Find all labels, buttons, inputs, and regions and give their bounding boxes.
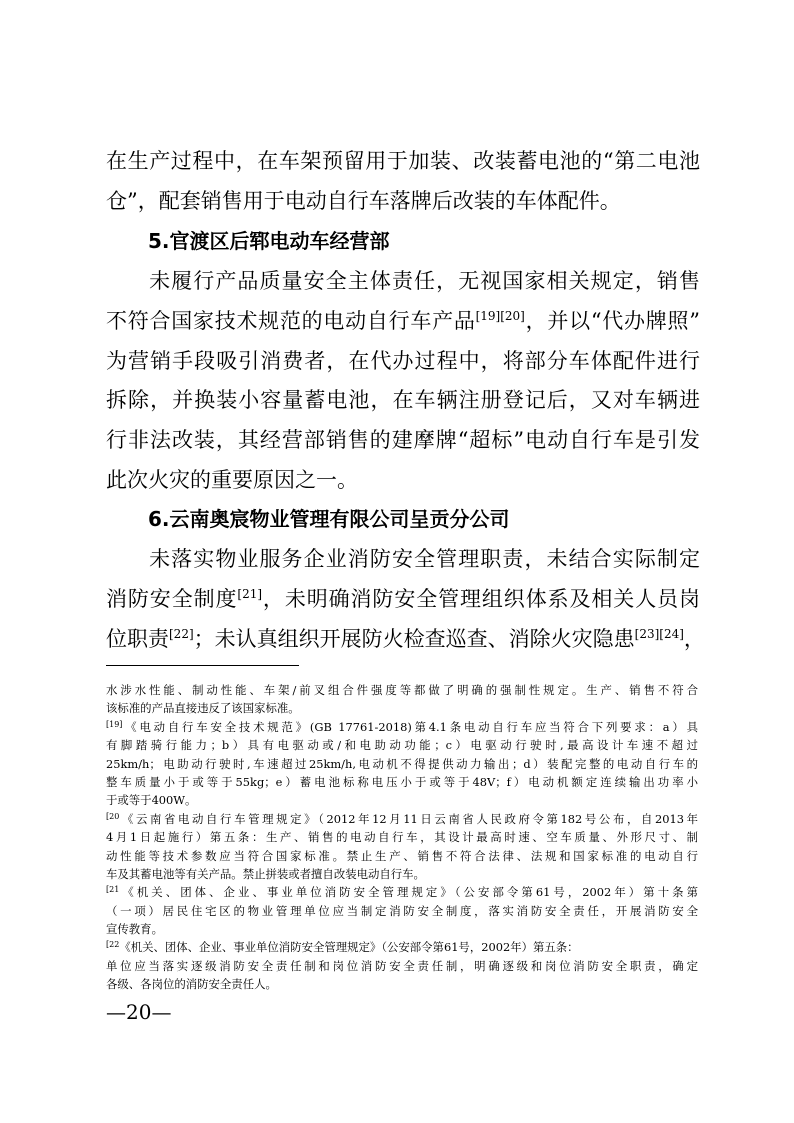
- footnote-text: 《云南省电动自行车管理规定》（2012年12月11日云南省人民政府令第182号公布，自2013年: [119, 811, 698, 826]
- footnote-text: 《电动自行车安全技术规范》(GB 17761-2018)第4.1条电动自行车应当符合下列要求：a）具: [122, 719, 698, 734]
- body-text: 位职责: [106, 626, 169, 651]
- body-line: [106, 580, 700, 620]
- footnote-21: [106, 883, 698, 901]
- footnote-line: 有脚踏骑行能力；b）具有电驱动或/和电助动功能；c）电驱动行驶时,最高设计车速不超过: [106, 738, 698, 753]
- footnote-marker: [22: [106, 940, 120, 950]
- footnote-line: 动性能等技术参数应当符合国家标准。禁止生产、销售不符合法律、法规和国家标准的电动自行: [106, 848, 698, 863]
- body-line: 仓”，配套销售用于电动自行车落牌后改装的车体配件。: [106, 188, 621, 213]
- footnotes: [106, 681, 698, 994]
- footnote-20: [106, 810, 698, 828]
- body-line: [106, 540, 700, 580]
- footnote-line: 4月1日起施行）第五条：生产、销售的电动自行车，其设计最高时速、空车质量、外形尺寸、制: [106, 830, 698, 845]
- body-text: ，: [683, 626, 705, 651]
- body-text: ，并以“代办牌照”: [524, 308, 700, 333]
- footnote-line: 整车质量小于或等于55kg；e）蓄电池标称电压小于或等于48V；f）电动机额定连续输出功率小: [106, 774, 698, 789]
- footnote-line: 单位应当落实逐级消防安全责任制和岗位消防安全责任制，明确逐级和岗位消防安全职责，确定: [106, 958, 698, 973]
- citation-ref: [23][24]: [634, 626, 684, 641]
- body-line: [106, 302, 700, 342]
- footnote-text: 《机关、团体、企业、事业单位消防安全管理规定》（公安部令第61号，2002年）第五条：: [119, 940, 579, 955]
- body-line: [106, 262, 700, 302]
- footnote-line: 水涉水性能、制动性能、车架/前叉组合件强度等都做了明确的强制性规定。生产、销售不符合: [106, 683, 698, 697]
- footnote-line: 于或等于400W。: [106, 793, 197, 808]
- body-text: ；未认真组织开展防火检查巡查、消除火灾隐患: [193, 626, 635, 651]
- footnote-line: 各级、各岗位的消防安全责任人。: [106, 977, 277, 992]
- footnote-marker: [21: [106, 885, 120, 895]
- body-text: 消防安全制度: [106, 586, 238, 611]
- section-heading-5: 5.官渡区后郓电动车经营部: [148, 229, 390, 253]
- footnote-line: 该标准的产品直接违反了该国家标准。: [106, 701, 300, 716]
- footnote-line: 车及其蓄电池等有关产品。禁止拼装或者擅自改装电动自行车。: [106, 866, 425, 881]
- body-text: 不符合国家技术规范的电动自行车产品: [106, 308, 476, 333]
- footnote-line: （一项）居民住宅区的物业管理单位应当制定消防安全制度，落实消防安全责任，开展消防安全: [106, 903, 698, 918]
- citation-ref: [22]: [169, 626, 194, 641]
- continued-paragraph: [106, 142, 700, 222]
- section-5-paragraph: [106, 262, 700, 501]
- body-line: 行非法改装，其经营部销售的建摩牌“超标”电动自行车是引发: [106, 428, 700, 453]
- footnote-marker: [20: [106, 811, 120, 821]
- footnote-line: 宣传教育。: [106, 922, 163, 937]
- body-line: 在生产过程中，在车架预留用于加装、改装蓄电池的“第二电池: [106, 149, 700, 173]
- footnote-22: [106, 938, 698, 956]
- body-text: 未落实物业服务企业消防安全管理职责，未结合实际制定: [148, 547, 700, 571]
- footnote-marker: [19]: [106, 719, 123, 729]
- body-line: 为营销手段吸引消费者，在代办过程中，将部分车体配件进行: [106, 348, 700, 373]
- section-heading-6: 6.云南奥宸物业管理有限公司呈贡分公司: [148, 507, 510, 531]
- page-number: —20—: [106, 1000, 172, 1024]
- footnote-text: 《机关、团体、企业、事业单位消防安全管理规定》（公安部令第61号，2002年）第十条第: [119, 885, 698, 900]
- body-text: ，未明确消防安全管理组织体系及相关人员岗: [262, 586, 700, 611]
- footnote-19: [106, 718, 698, 736]
- footnote-line: 25km/h；电助动行驶时,车速超过25km/h,电动机不得提供动力输出；d）装配完整的电动自行车的: [106, 756, 698, 771]
- body-text: 未履行产品质量安全主体责任，无视国家相关规定，销售: [148, 269, 700, 293]
- citation-ref: [21]: [237, 586, 263, 601]
- citation-ref: [19][20]: [475, 308, 525, 323]
- body-line: [106, 620, 705, 660]
- body-line: 此次火灾的重要原因之一。: [106, 467, 358, 492]
- section-6-paragraph: [106, 540, 705, 659]
- footnote-separator: [106, 665, 299, 666]
- body-line: 拆除，并换装小容量蓄电池，在车辆注册登记后，又对车辆进: [106, 388, 700, 413]
